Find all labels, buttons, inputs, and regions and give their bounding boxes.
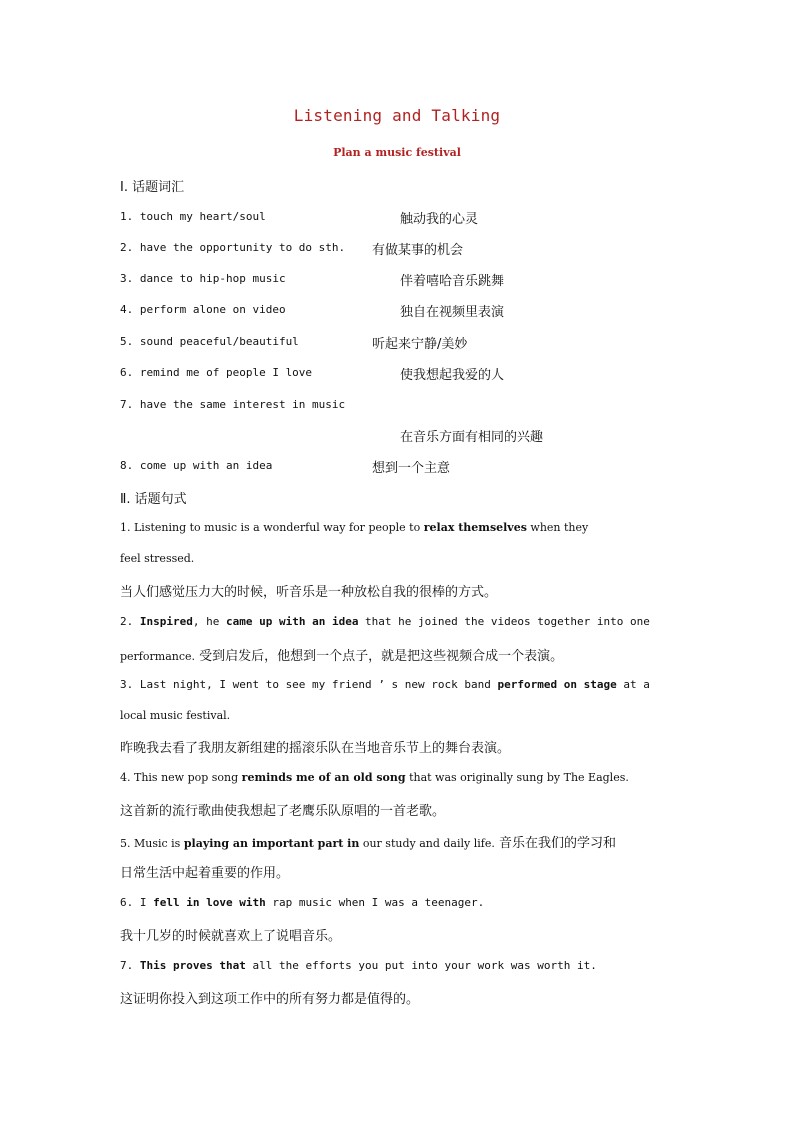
vocab-english: 1. touch my heart/soul [120,210,266,223]
sentence-text: feel stressed. [120,552,195,565]
sentence-text: 7. [120,959,140,972]
vocab-chinese: 伴着嘻哈音乐跳舞 [400,274,505,289]
document-subtitle: Plan a music festival [333,146,461,159]
vocab-item [120,241,700,261]
vocab-chinese: 听起来宁静/美妙 [372,337,468,352]
vocab-item [120,366,700,386]
vocab-chinese: 在音乐方面有相同的兴趣 [400,430,544,445]
vocab-chinese: 独自在视频里表演 [400,305,505,320]
sentence-text: at a [616,678,650,691]
vocab-english: 5. sound peaceful/beautiful [120,335,299,348]
key-phrase: playing an important part in [183,837,360,850]
section-heading-sentences: Ⅱ. 话题句式 [120,492,187,507]
sentence-text: 1. Listening to music is a wonderful way for people to [120,521,424,534]
sentence-text: that was originally sung by The Eagles. [405,771,629,784]
vocab-english: 7. have the same interest in music [120,398,346,411]
sentence-5-english [120,832,680,851]
sentence-text: when they [526,521,589,534]
vocab-chinese: 使我想起我爱的人 [400,368,505,383]
sentence-1-english [120,521,680,534]
vocab-item-continued [120,428,700,448]
sentence-text: our study and daily life. [359,837,495,850]
vocab-item [120,459,700,479]
sentence-7-chinese: 这证明你投入到这项工作中的所有努力都是值得的。 [120,992,420,1007]
sentence-1-chinese: 当人们感觉压力大的时候，听音乐是一种放松自我的很棒的方式。 [120,585,498,600]
sentence-7-english [120,959,680,972]
sentence-3-english-cont [120,709,680,722]
sentence-text: 6. I [120,896,154,909]
vocab-english: 4. perform alone on video [120,303,286,316]
sentence-text: 4. This new pop song [120,771,242,784]
vocab-english: 6. remind me of people I love [120,366,313,379]
sentence-4-english [120,771,680,784]
sentence-text: 3. Last night, I went to see my friend ’ s new rock band [120,678,498,691]
sentence-text: rap music when I was a teenager. [265,896,485,909]
sentence-2-english [120,615,680,628]
key-phrase: This proves that [139,959,246,972]
vocab-chinese: 想到一个主意 [372,461,451,476]
sentence-2-english-cont [120,645,680,664]
key-phrase: came up with an idea [225,615,359,628]
sentence-text: all the efforts you put into your work was worth it. [245,959,597,972]
sentence-3-chinese: 昨晚我去看了我朋友新组建的摇滚乐队在当地音乐节上的舞台表演。 [120,741,511,756]
key-phrase: reminds me of an old song [241,771,406,784]
vocab-english: 2. have the opportunity to do sth. [120,241,346,254]
sentence-3-english [120,678,680,691]
vocab-item [120,303,700,323]
key-phrase: relax themselves [423,521,527,534]
vocab-chinese: 触动我的心灵 [400,212,479,227]
vocab-item [120,398,700,418]
sentence-4-chinese: 这首新的流行歌曲使我想起了老鹰乐队原唱的一首老歌。 [120,804,446,819]
key-phrase: performed on stage [497,678,617,691]
key-phrase: fell in love with [153,896,266,909]
document-title: Listening and Talking [293,106,501,125]
sentence-6-chinese: 我十几岁的时候就喜欢上了说唱音乐。 [120,929,342,944]
vocab-english: 8. come up with an idea [120,459,273,472]
vocab-item [120,210,700,230]
sentence-text: 5. Music is [120,837,184,850]
vocab-item [120,272,700,292]
sentence-text: , he [192,615,226,628]
sentence-text: 2. [120,615,140,628]
vocab-chinese: 有做某事的机会 [372,243,464,258]
sentence-2-chinese: 受到启发后，他想到一个点子，就是把这些视频合成一个表演。 [195,649,564,664]
sentence-text: that he joined the videos together into one [358,615,650,628]
sentence-5-chinese: 音乐在我们的学习和 [494,836,616,851]
vocab-english: 3. dance to hip-hop music [120,272,286,285]
sentence-1-english-cont [120,552,680,565]
vocab-item [120,335,700,355]
sentence-5-chinese-cont: 日常生活中起着重要的作用。 [120,866,290,881]
key-phrase: Inspired [139,615,193,628]
sentence-6-english [120,896,680,909]
sentence-text: local music festival. [120,709,231,722]
sentence-text: performance. [120,650,196,663]
section-heading-vocabulary: Ⅰ. 话题词汇 [120,180,185,195]
